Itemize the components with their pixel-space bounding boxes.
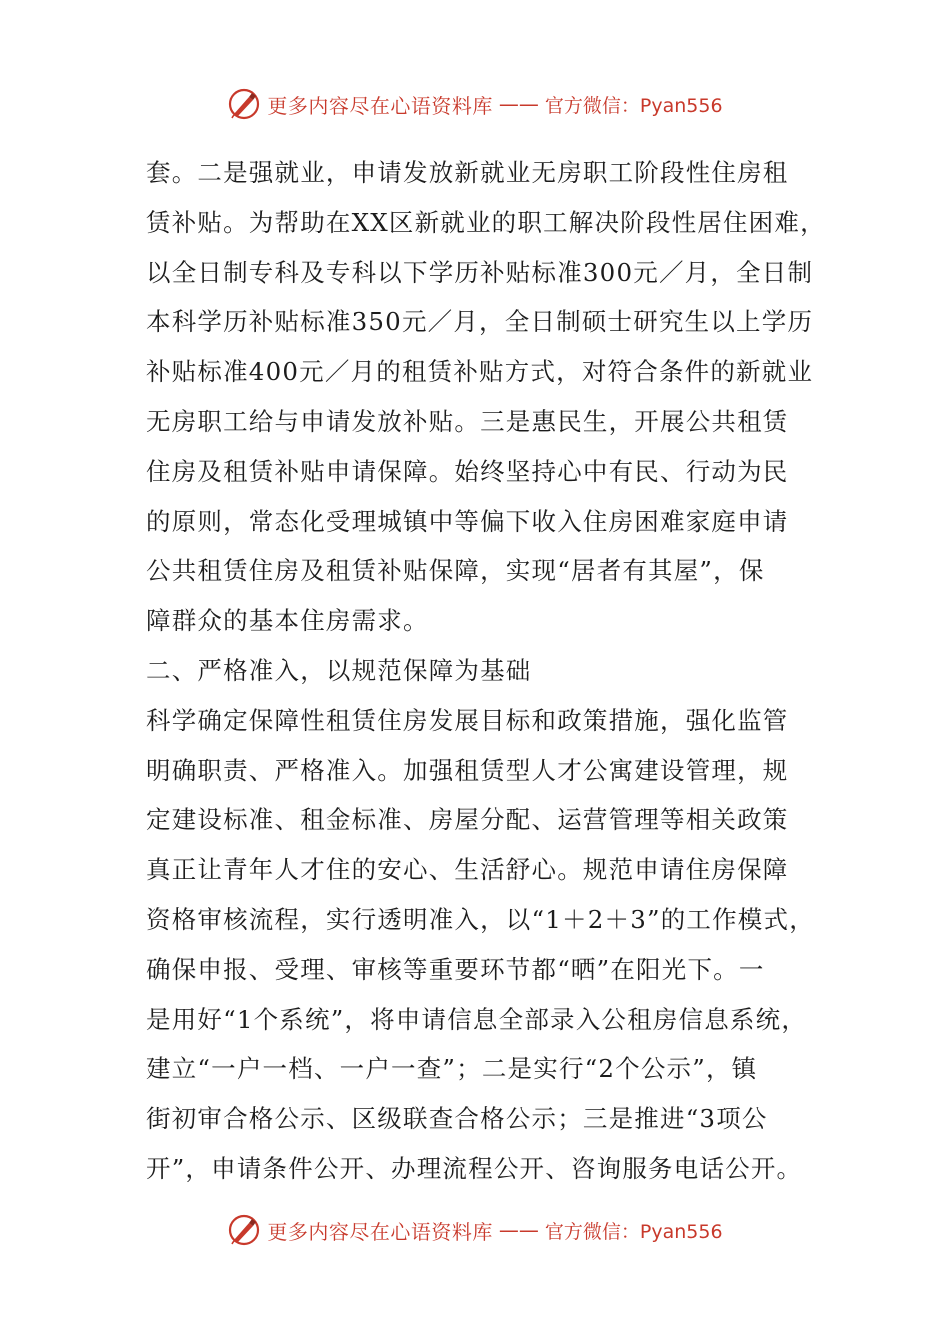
- body-line: 补贴标准400元／月的租赁补贴方式，对符合条件的新就业: [146, 357, 814, 387]
- document-body: [146, 148, 826, 1194]
- body-line: 街初审合格公示、区级联查合格公示；三是推进“3项公: [146, 1104, 768, 1134]
- body-line: 无房职工给与申请发放补贴。三是惠民生，开展公共租赁: [146, 406, 789, 436]
- body-line: 住房及租赁补贴申请保障。始终坚持心中有民、行动为民: [146, 456, 789, 486]
- body-line: 明确职责、严格准入。加强租赁型人才公寓建设管理，规: [146, 755, 789, 785]
- pen-logo-icon: [227, 1213, 261, 1247]
- body-line: 真正让青年人才住的安心、生活舒心。规范申请住房保障: [146, 855, 789, 885]
- body-line: 科学确定保障性租赁住房发展目标和政策措施，强化监管: [146, 705, 789, 735]
- header-banner: [0, 84, 950, 124]
- body-line: 公共租赁住房及租赁补贴保障，实现“居者有其屋”，保: [146, 556, 765, 586]
- site-name-text: 更多内容尽在心语资料库: [267, 1219, 493, 1244]
- body-line: 障群众的基本住房需求。: [146, 606, 429, 636]
- body-line: 定建设标准、租金标准、房屋分配、运营管理等相关政策: [146, 805, 789, 835]
- body-line: 的原则，常态化受理城镇中等偏下收入住房困难家庭申请: [146, 506, 789, 536]
- body-line: 确保申报、受理、审核等重要环节都“晒”在阳光下。一: [146, 954, 765, 984]
- body-line: 是用好“1个系统”，将申请信息全部录入公租房信息系统，: [146, 1004, 808, 1034]
- section-heading: 二、严格准入，以规范保障为基础: [146, 655, 532, 685]
- body-line: 资格审核流程，实行透明准入，以“1＋2＋3”的工作模式，: [146, 904, 815, 934]
- wechat-id-text: 官方微信：Pyan556: [544, 94, 723, 117]
- body-line: 套。二是强就业，申请发放新就业无房职工阶段性住房租: [146, 158, 789, 187]
- body-line: 以全日制专科及专科以下学历补贴标准300元／月，全日制: [146, 257, 814, 287]
- body-line: 赁补贴。为帮助在XX区新就业的职工解决阶段性居住困难，: [146, 207, 826, 237]
- separator-dash: ——: [498, 92, 539, 116]
- separator-dash: ——: [498, 1218, 539, 1242]
- site-name-text: 更多内容尽在心语资料库: [267, 93, 493, 118]
- body-line: 建立“一户一档、一户一查”；二是实行“2个公示”，镇: [146, 1054, 758, 1084]
- wechat-id-text: 官方微信：Pyan556: [544, 1220, 723, 1243]
- body-line: 开”，申请条件公开、办理流程公开、咨询服务电话公开。: [146, 1153, 803, 1183]
- pen-logo-icon: [227, 87, 261, 121]
- body-line: 本科学历补贴标准350元／月，全日制硕士研究生以上学历: [146, 307, 814, 337]
- footer-banner: [0, 1210, 950, 1250]
